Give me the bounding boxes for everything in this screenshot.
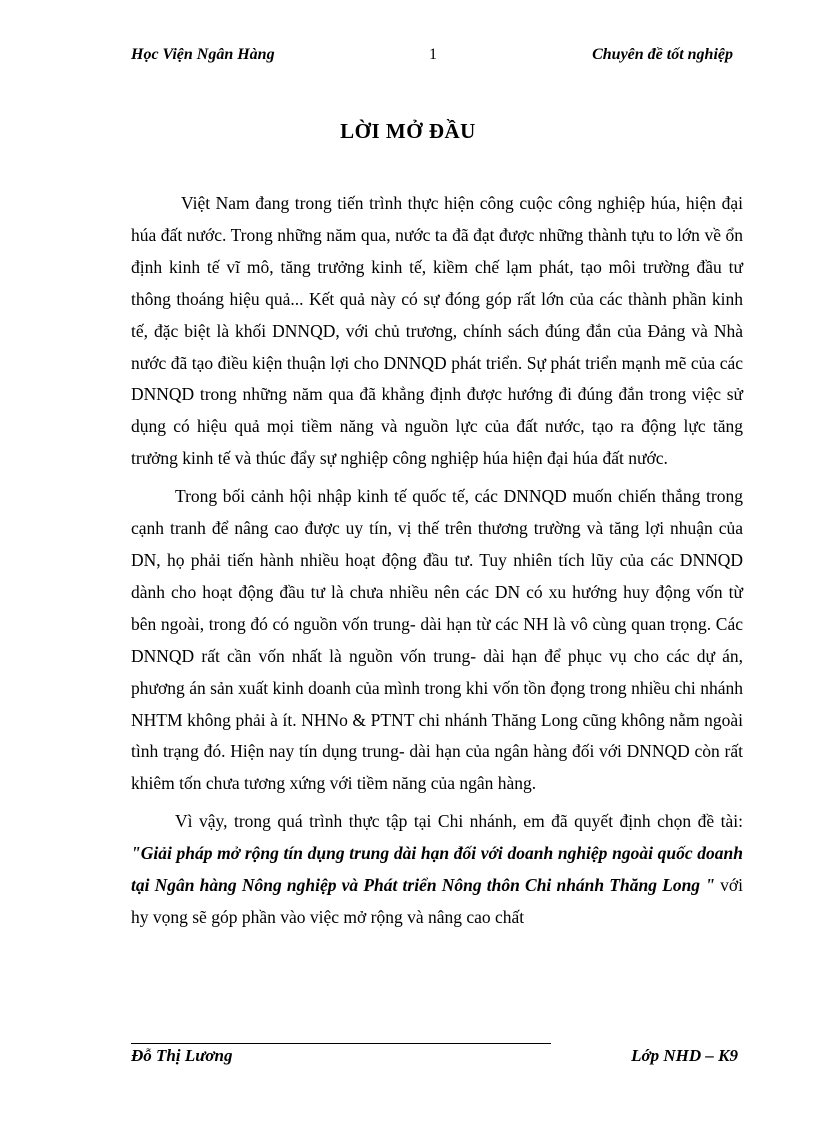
paragraph-3-intro: Vì vậy, trong quá trình thực tập tại Chi nhánh, em đã quyết định chọn đề tài: <box>175 811 743 832</box>
footer-divider <box>131 1043 551 1044</box>
document-body <box>131 188 743 940</box>
header-document-type: Chuyên đề tốt nghiệp <box>592 46 733 63</box>
page-footer <box>131 1046 738 1070</box>
paragraph-3-continuation: với hy vọng sẽ góp phần vào việc mở rộng và nâng cao chất <box>131 875 743 927</box>
page-title: LỜI MỞ ĐẦU <box>340 119 476 143</box>
paragraph-3 <box>131 806 743 934</box>
page-header <box>131 46 733 70</box>
footer-class: Lớp NHD – K9 <box>631 1046 738 1065</box>
header-institution: Học Viện Ngân Hàng <box>131 46 275 63</box>
paragraph-2: Trong bối cảnh hội nhập kinh tế quốc tế, các DNNQD muốn chiến thắng trong cạnh tranh để nâng cao được uy tín, vị thế trên thương trường và tăng lợi nhuận của DN, họ phải tiến hành nhiều hoạt động đầu tư. Tuy nhiên tích lũy của các DNNQD dành cho hoạt động đầu tư là chưa nhiều nên các DN có xu hướng huy động vốn từ bên ngoài, trong đó có nguồn vốn trung- dài hạn từ các NH là vô cùng quan trọng. Các DNNQD rất cần vốn nhất là nguồn vốn trung- dài hạn để phục vụ cho các dự án, phương án sản xuất kinh doanh của mình trong khi vốn tồn đọng trong nhiều chi nhánh NHTM không phải à ít. NHNo & PTNT chi nhánh Thăng Long cũng không nằm ngoài tình trạng đó. Hiện nay tín dụng trung- dài hạn của ngân hàng đối với DNNQD còn rất khiêm tốn chưa tương xứng với tiềm năng của ngân hàng. <box>131 486 743 794</box>
footer-author: Đỗ Thị Lương <box>131 1046 233 1065</box>
paragraph-1: Việt Nam đang trong tiến trình thực hiện công cuộc công nghiệp húa, hiện đại húa đất nước. Trong những năm qua, nước ta đã đạt được những thành tựu to lớn về ổn định kinh tế vĩ mô, tăng trưởng kinh tế, kiềm chế lạm phát, tạo môi trường đầu tư thông thoáng hiệu quả... Kết quả này có sự đóng góp rất lớn của các thành phần kinh tế, đặc biệt là khối DNNQD, với chủ trương, chính sách đúng đắn của Đảng và Nhà nước đã tạo điều kiện thuận lợi cho DNNQD phát triển. Sự phát triển mạnh mẽ của các DNNQD trong những năm qua đã khẳng định được hướng đi đúng đắn trong việc sử dụng có hiệu quả mọi tiềm năng và nguồn lực của đất nước, tạo ra động lực tăng trưởng kinh tế và thúc đẩy sự nghiệp công nghiệp húa hiện đại húa đất nước. <box>131 193 743 469</box>
thesis-topic: "Giải pháp mở rộng tín dụng trung dài hạn đối với doanh nghiệp ngoài quốc doanh tại Ngân hàng Nông nghiệp và Phát triển Nông thôn Chi nhánh Thăng Long " <box>131 843 743 896</box>
page-number: 1 <box>429 46 437 63</box>
